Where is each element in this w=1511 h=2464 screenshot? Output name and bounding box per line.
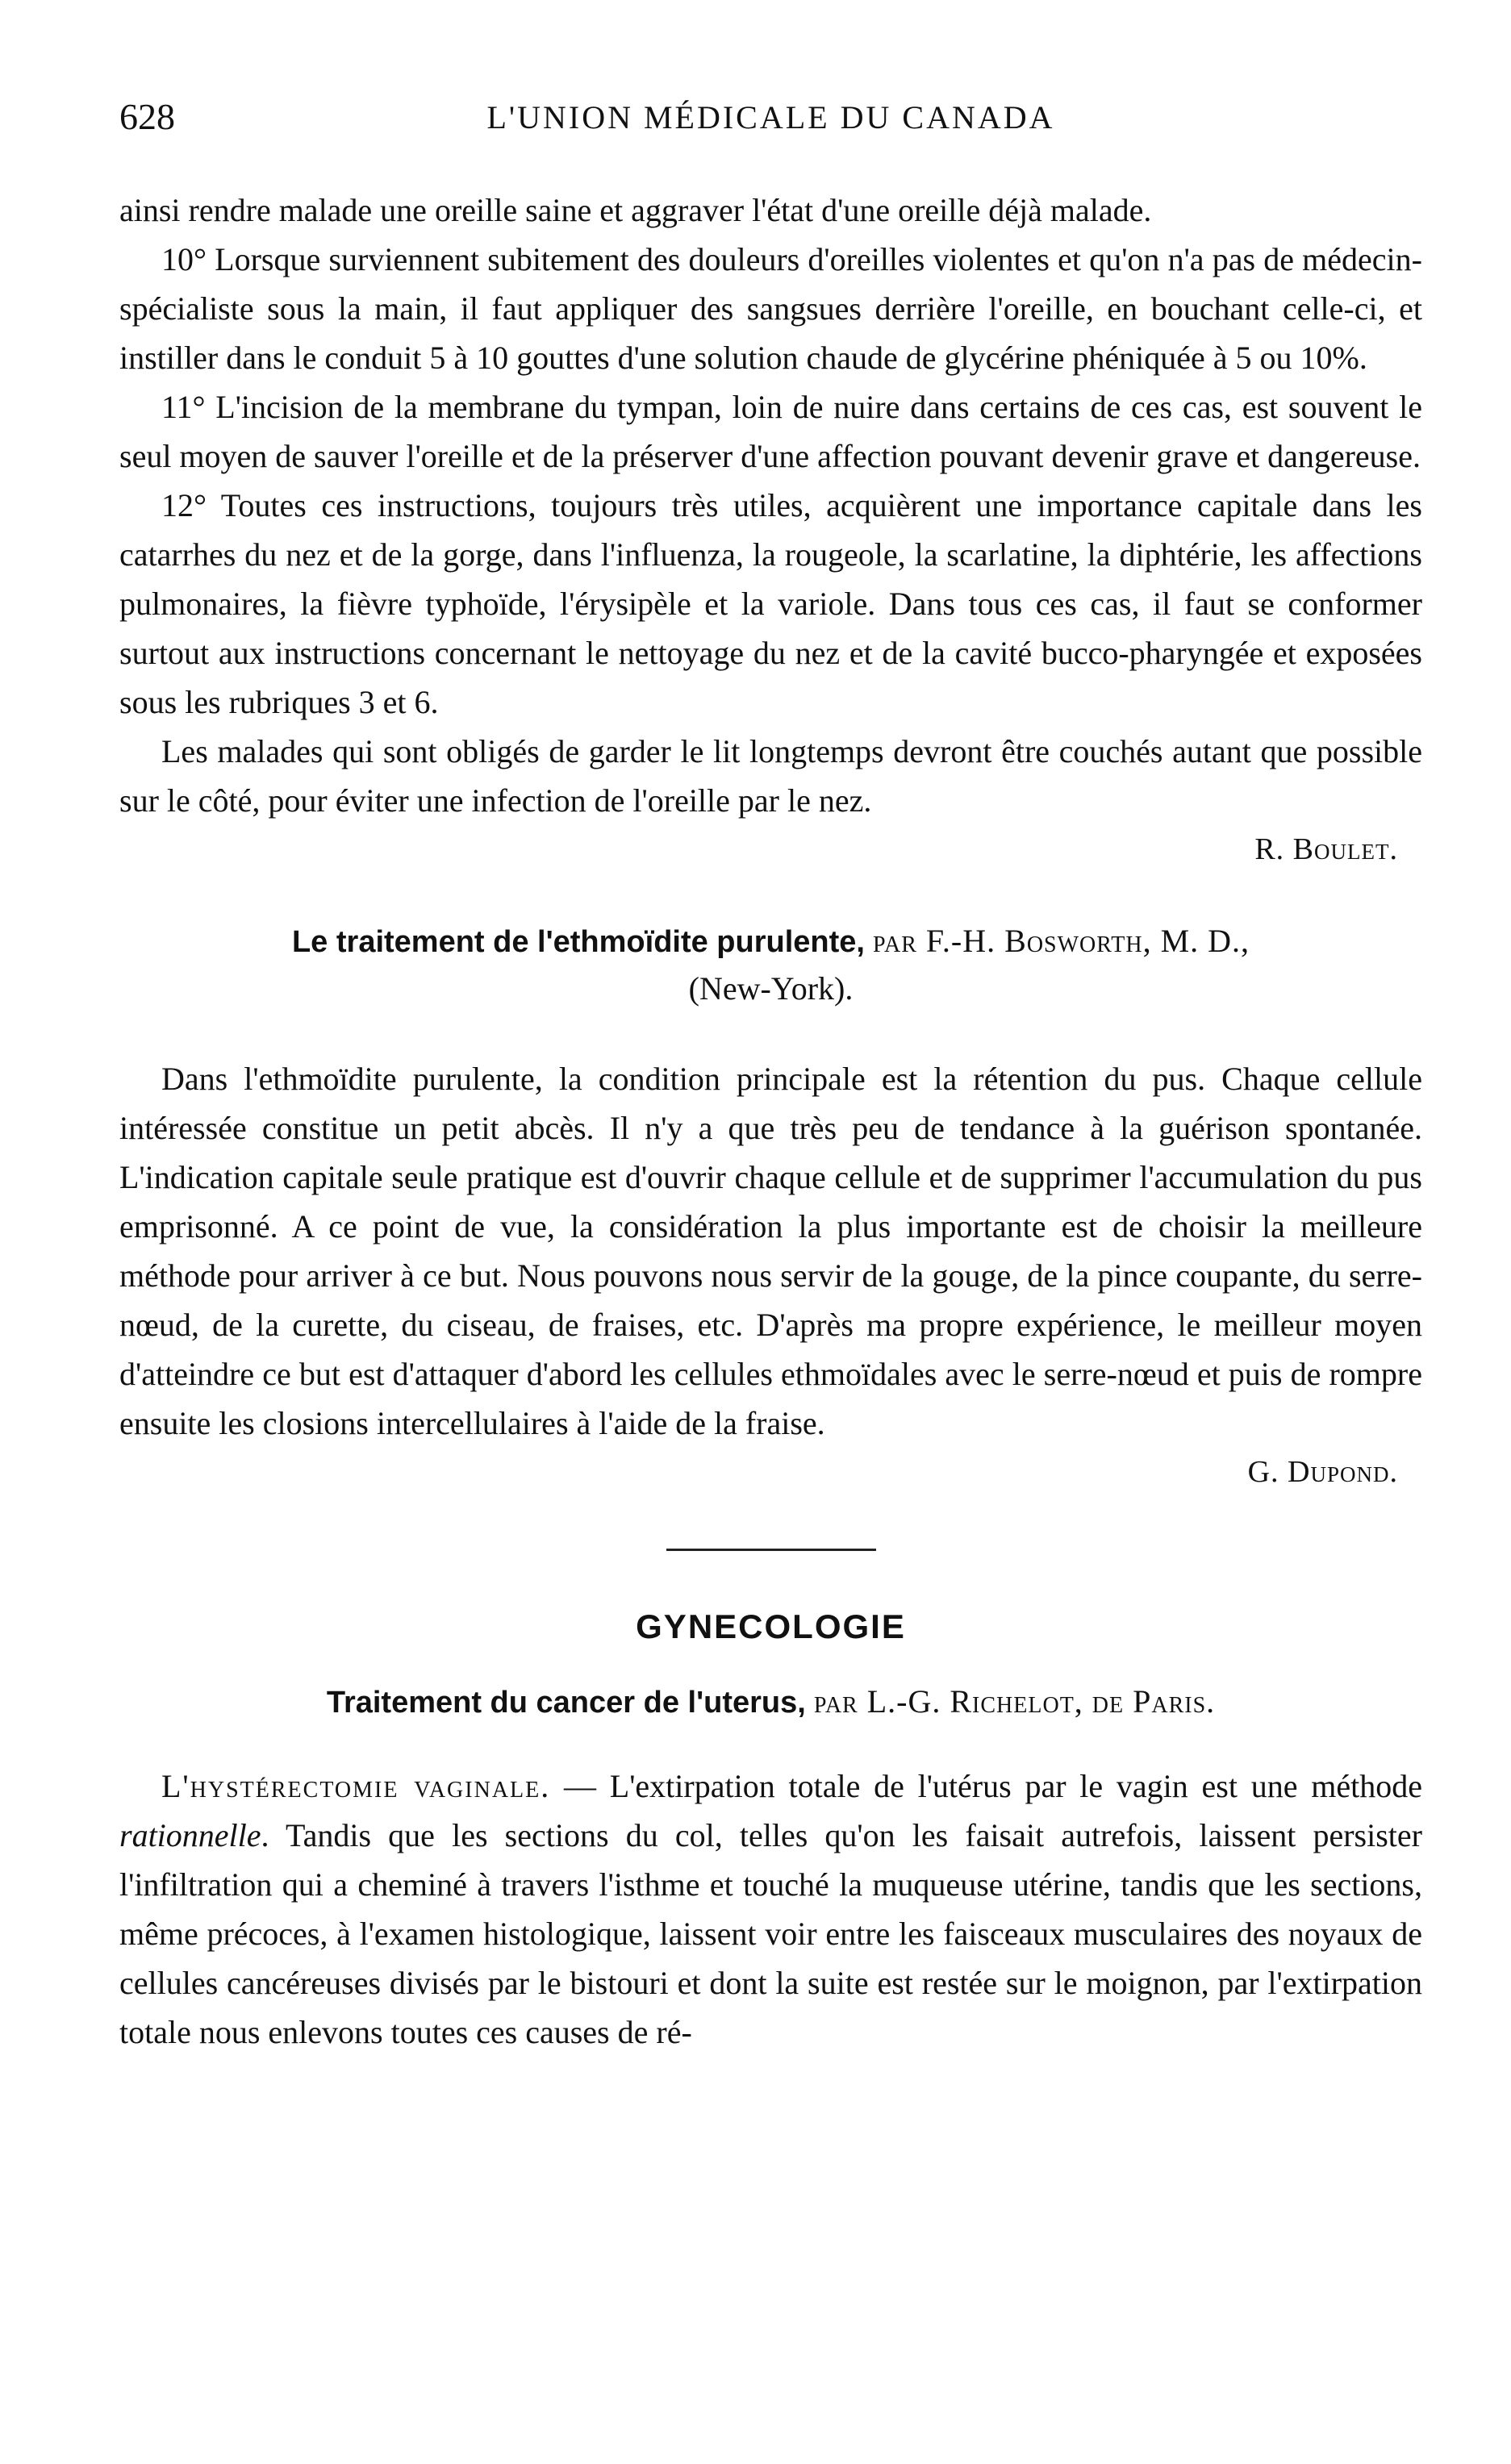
signature-dupond: G. Dupond.: [1247, 1455, 1398, 1489]
cancer-text-rest: . Tandis que les sections du col, telles qu'on les faisait autrefois, laissent persister l'infiltration qui a cheminé à travers l'isthme et touché la muqueuse utérine, tandis que les sections, même précoces, à l'examen histologique, laissent voir entre les faisceaux musculaires des noyaux de cellules cancéreuses divisés par le bistouri et dont la suite est restée sur le moignon, par l'extirpation totale nous enlevons toutes ces causes de ré-: [119, 1817, 1422, 2050]
cancer-text-start: — L'extirpation totale de l'utérus par le vagin est une méthode: [550, 1768, 1422, 1804]
paragraph-item-12: 12° Toutes ces instructions, toujours très utiles, acquièrent une importance capitale dans les catarrhes du nez et de la gorge, dans l'influenza, la rougeole, la scarlatine, la diphtérie, les affections pulmonaires, la fièvre typhoïde, l'érysipèle et la variole. Dans tous ces cas, il faut se conformer surtout aux instructions concernant le nettoyage du nez et de la cavité bucco-pharyngée et exposées sous les rubriques 3 et 6.: [119, 487, 1422, 720]
article-ethmoidite: [119, 1054, 1422, 1497]
article-boulet: [119, 186, 1422, 874]
journal-title: L'UNION MÉDICALE DU CANADA: [486, 99, 1055, 135]
subsection-lead-in: L'hystérectomie vaginale.: [161, 1768, 551, 1804]
signature-boulet: R. Boulet.: [1254, 832, 1398, 866]
section-title-gynecologie: GYNECOLOGIE: [636, 1607, 906, 1645]
continuation-paragraph: ainsi rendre malade une oreille saine et aggraver l'état d'une oreille déjà malade.: [119, 192, 1152, 228]
article-title-cancer: Traitement du cancer de l'uterus,: [326, 1686, 806, 1720]
article-byline-bosworth: par F.-H. Bosworth, M. D.,: [872, 923, 1250, 959]
page-number: 628: [119, 96, 175, 137]
article-heading-ethmoidite: [119, 918, 1422, 1012]
article-byline-richelot: par L.-G. Richelot, de Paris.: [813, 1683, 1216, 1720]
article-title-ethmoidite: Le traitement de l'ethmoïdite purulente,: [291, 925, 865, 959]
article-location: (New-York).: [688, 970, 854, 1007]
page-content: [119, 95, 1422, 2057]
section-divider: [666, 1549, 876, 1551]
paragraph-item-11: 11° L'incision de la membrane du tympan, loin de nuire dans certains de ces cas, est souvent le seul moyen de sauver l'oreille et de la préserver d'une affection pouvant devenir grave et dangereuse.: [119, 389, 1422, 474]
paragraph-item-10: 10° Lorsque surviennent subitement des douleurs d'oreilles violentes et qu'on n'a pas de médecin-spécialiste sous la main, il faut appliquer des sangsues derrière l'oreille, en bouchant celle-ci, et instiller dans le conduit 5 à 10 gouttes d'une solution chaude de glycérine phéniquée à 5 ou 10%.: [119, 241, 1422, 376]
cancer-paragraph: [119, 1761, 1422, 2057]
article-heading-cancer: [119, 1678, 1422, 1726]
closing-paragraph: Les malades qui sont obligés de garder le lit longtemps devront être couchés autant que possible sur le côté, pour éviter une infection de l'oreille par le nez.: [119, 733, 1422, 819]
italic-term: rationnelle: [119, 1817, 261, 1853]
running-head: [119, 95, 1422, 152]
ethmoidite-paragraph: Dans l'ethmoïdite purulente, la condition principale est la rétention du pus. Chaque cellule intéressée constitue un petit abcès. Il n'y a que très peu de tendance à la guérison spontanée. L'indication capitale seule pratique est d'ouvrir chaque cellule et de supprimer l'accumulation du pus emprisonné. A ce point de vue, la considération la plus importante est de choisir la meilleure méthode pour arriver à ce but. Nous pouvons nous servir de la gouge, de la pince coupante, du serre-nœud, de la curette, du ciseau, de fraises, etc. D'après ma propre expérience, le meilleur moyen d'atteindre ce but est d'attaquer d'abord les cellules ethmoïdales avec le serre-nœud et puis de rompre ensuite les closions intercellulaires à l'aide de la fraise.: [119, 1061, 1422, 1441]
article-cancer: [119, 1761, 1422, 2057]
